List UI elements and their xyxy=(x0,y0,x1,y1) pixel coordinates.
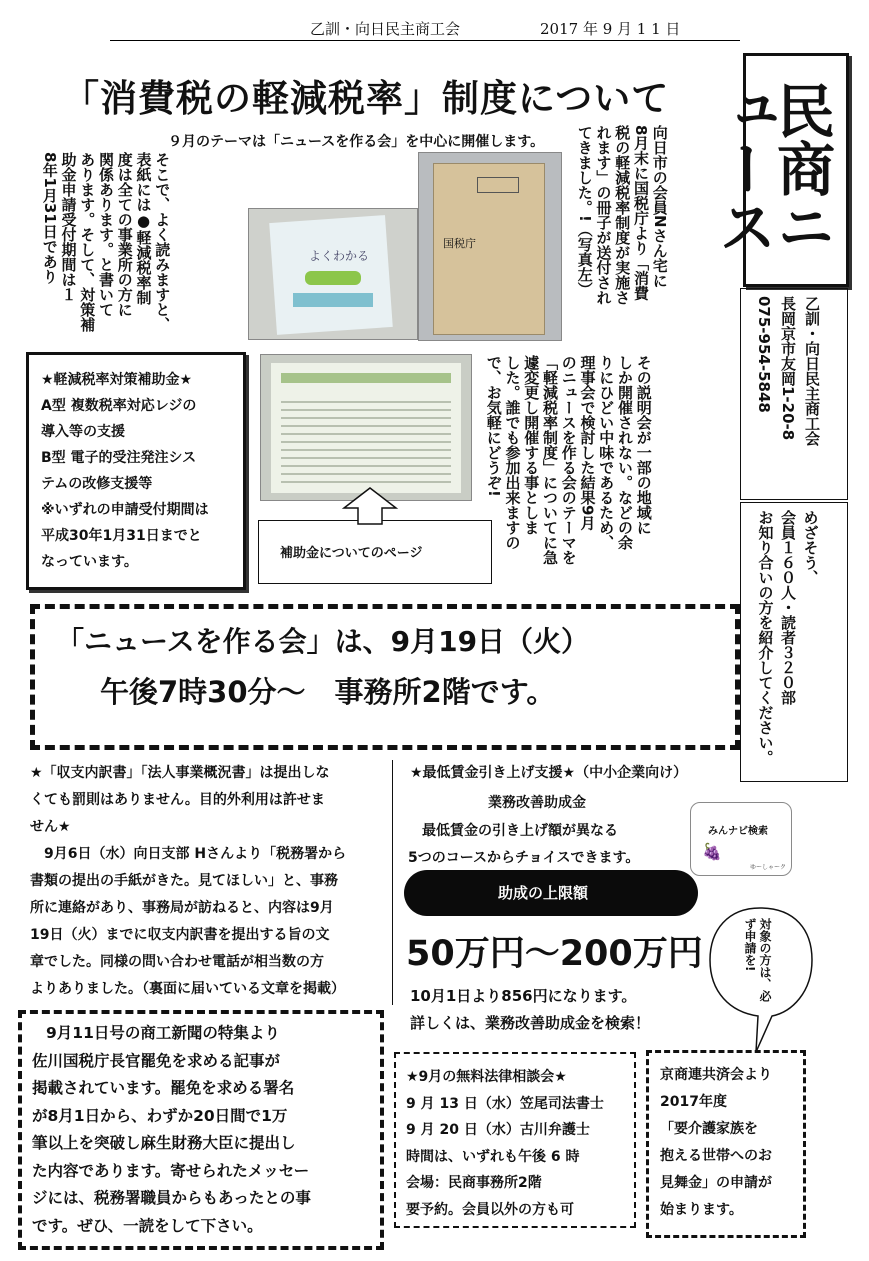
body-column xyxy=(40,152,171,334)
text-line: 所に連絡があり、事務局が訪ねると、内容は9月 xyxy=(30,900,334,916)
text-line: が8月1日から、わずか20日間で1万 xyxy=(32,1106,288,1125)
wage-line-1: 最低賃金の引き上げ額が異なる xyxy=(422,823,618,839)
text-line: で、お気軽にどうぞ! xyxy=(484,355,503,497)
text-line: りにひどい中味であるため、 xyxy=(597,355,616,550)
meeting-line-2: 午後7時30分～ 事務所2階です。 xyxy=(100,675,556,709)
header-date: 2017 年 9 月 1 1 日 xyxy=(540,20,681,38)
wage-footer-2: 詳しくは、業務改善助成金を検索！ xyxy=(410,1014,651,1032)
text-line: 「軽減税率制度」についてに急 xyxy=(541,355,559,565)
wage-subtitle: 業務改善助成金 xyxy=(488,795,586,811)
text-line: 会場：民商事務所2階 xyxy=(406,1175,542,1191)
text-line: くても罰則はありません。目的外利用は許せま xyxy=(30,792,325,808)
text-line: 京商連共済会より xyxy=(660,1067,772,1083)
grape-icon: 🍇 xyxy=(702,842,722,861)
org-name: 乙訓・向日民主商工会 xyxy=(803,296,821,446)
intro-column xyxy=(575,125,669,315)
text-line: 時間は、いずれも午後 6 時 xyxy=(406,1148,580,1165)
text-line: 掲載されています。罷免を求める署名 xyxy=(32,1079,295,1097)
pamphlet-photo xyxy=(248,208,418,340)
text-line: 向日市の会員Nさん宅に xyxy=(650,125,669,288)
text-line: 章でした。同様の問い合わせ電話が相当数の方 xyxy=(30,954,324,970)
pamphlet-cover-text: よくわかる xyxy=(309,249,370,263)
search-badge-small: ゆーしゃーク xyxy=(750,864,787,871)
text-line: なっています。 xyxy=(41,554,138,570)
text-line: です。ぜひ、一読をして下さい。 xyxy=(32,1216,263,1235)
text-line: 会員１６０人・読者３２０部 xyxy=(779,510,797,705)
text-line: よりありました。（裏面に届いている文章を掲載） xyxy=(30,981,345,997)
arrow-up-icon xyxy=(340,486,400,526)
text-line: 表紙には●軽減税率制 xyxy=(134,152,153,305)
org-contact-text xyxy=(752,296,824,492)
header-rule xyxy=(110,40,740,41)
text-line: のニュースを作る会のテーマを xyxy=(559,355,578,565)
text-line: A型 複数税率対応レジの xyxy=(41,398,197,414)
photo-caption: 補助金についてのページ xyxy=(280,546,423,561)
text-line: ※いずれの申請受付期間は xyxy=(41,502,209,518)
header-org: 乙訓・向日民主商工会 xyxy=(310,20,461,38)
text-line: 助金申請受付期間は１ xyxy=(59,152,78,302)
text-line: 抱える世帯へのお xyxy=(660,1148,772,1164)
org-phone: 075-954-5848 xyxy=(755,296,773,413)
text-line: 9 月 20 日（水）古川弁護士 xyxy=(406,1122,590,1138)
text-line: テムの改修支援等 xyxy=(41,476,153,492)
text-line: 始まります。 xyxy=(660,1202,743,1218)
envelope-photo xyxy=(418,152,562,341)
theme-line: ９月のテーマは「ニュースを作る会」を中心に開催します。 xyxy=(168,134,545,150)
bubble-text: 対象の方は、必ず申請を! xyxy=(743,918,772,1002)
text-line: B型 電子的受注発注シス xyxy=(41,450,197,466)
receipts-article xyxy=(30,760,390,1003)
text-line: れます」の冊子が送付され xyxy=(594,125,613,305)
text-line: てきました。!（写真左） xyxy=(575,125,594,297)
text-line: ★「収支内訳書」「法人事業概況書」は提出しな xyxy=(30,765,330,781)
meeting-line-1: 「ニュースを作る会」は、9月19日（火） xyxy=(56,625,590,658)
text-line: 平成30年1月31日までと xyxy=(41,528,202,544)
text-line: その説明会が一部の地域に xyxy=(634,355,653,535)
masthead-title: 民商ニュース xyxy=(709,81,835,255)
text-line: 佐川国税庁長官罷免を求める記事が xyxy=(32,1051,281,1070)
org-address: 長岡京市友岡1-20-8 xyxy=(779,296,797,441)
text-line: 8年1月31日であり xyxy=(40,152,59,284)
text-line: 税の軽減税率制度が実施さ xyxy=(613,125,632,305)
members-text xyxy=(754,510,822,776)
text-line: あります。そして、対策補 xyxy=(78,152,97,332)
meeting-column xyxy=(484,355,653,600)
wage-footer-1: 10月1日より856円になります。 xyxy=(410,987,637,1005)
text-line: せん★ xyxy=(30,819,71,835)
subsidy-page-photo xyxy=(260,354,472,501)
text-line: めざそう、 xyxy=(801,510,820,585)
wage-title: ★最低賃金引き上げ支援★（中小企業向け） xyxy=(410,765,688,781)
kyosai-text xyxy=(660,1062,772,1224)
text-line: 「要介護家族を xyxy=(660,1121,758,1137)
text-line: 2017年度 xyxy=(660,1094,727,1110)
subsidy-box xyxy=(26,352,246,590)
text-line: 筆以上を突破し麻生財務大臣に提出し xyxy=(32,1134,296,1152)
text-line: 関係あります。と書いて xyxy=(97,152,115,317)
text-line: した。誰でも参加出来ますの xyxy=(503,355,522,550)
text-line: 9月11日号の商工新聞の特集より xyxy=(46,1024,280,1042)
envelope-label: 国税庁 xyxy=(443,237,476,250)
text-line: ジには、税務署職員からもあったとの事 xyxy=(32,1189,311,1207)
text-line: 書類の提出の手紙がきた。見てほしい」と、事務 xyxy=(30,873,338,889)
text-line: 9 月 13 日（水）笠尾司法書士 xyxy=(406,1095,604,1112)
text-line: お知り合いの方を紹介してください。 xyxy=(756,510,775,765)
text-line: 要予約。会員以外の方も可 xyxy=(406,1201,574,1218)
text-line: 度は全ての事業所の方に xyxy=(115,152,134,317)
text-line: 遽変更し開催する事としま xyxy=(522,355,541,535)
text-line: た内容であります。寄せられたメッセー xyxy=(32,1161,310,1180)
legal-title: ★9月の無料法律相談会★ xyxy=(406,1069,567,1085)
limit-pill-label: 助成の上限額 xyxy=(498,884,589,902)
page-title: 「消費税の軽減税率」制度について xyxy=(62,77,670,120)
text-line: 8月末に国税庁より「消費 xyxy=(632,125,650,301)
text-line: 導入等の支援 xyxy=(41,424,125,440)
wage-line-2: 5つのコースからチョイスできます。 xyxy=(408,850,640,866)
newspaper-text xyxy=(32,1020,372,1240)
column-divider xyxy=(392,760,393,1005)
text-line: 19日（火）までに収支内訳書を提出する旨の文 xyxy=(30,927,330,943)
text-line: しか開催されない。などの余 xyxy=(616,355,634,550)
subsidy-title: ★軽減税率対策補助金★ xyxy=(41,372,193,388)
text-line: 理事会で検討した結果9月 xyxy=(578,355,597,531)
text-line: 見舞金」の申請が xyxy=(660,1175,772,1191)
text-line: そこで、よく読みますと、 xyxy=(153,152,172,332)
wage-amount: 50万円～200万円 xyxy=(406,934,703,974)
search-badge-label: みんナビ検索 xyxy=(708,826,768,837)
legal-text xyxy=(406,1064,604,1223)
text-line: 9月6日（水）向日支部 Hさんより「税務署から xyxy=(44,846,347,862)
